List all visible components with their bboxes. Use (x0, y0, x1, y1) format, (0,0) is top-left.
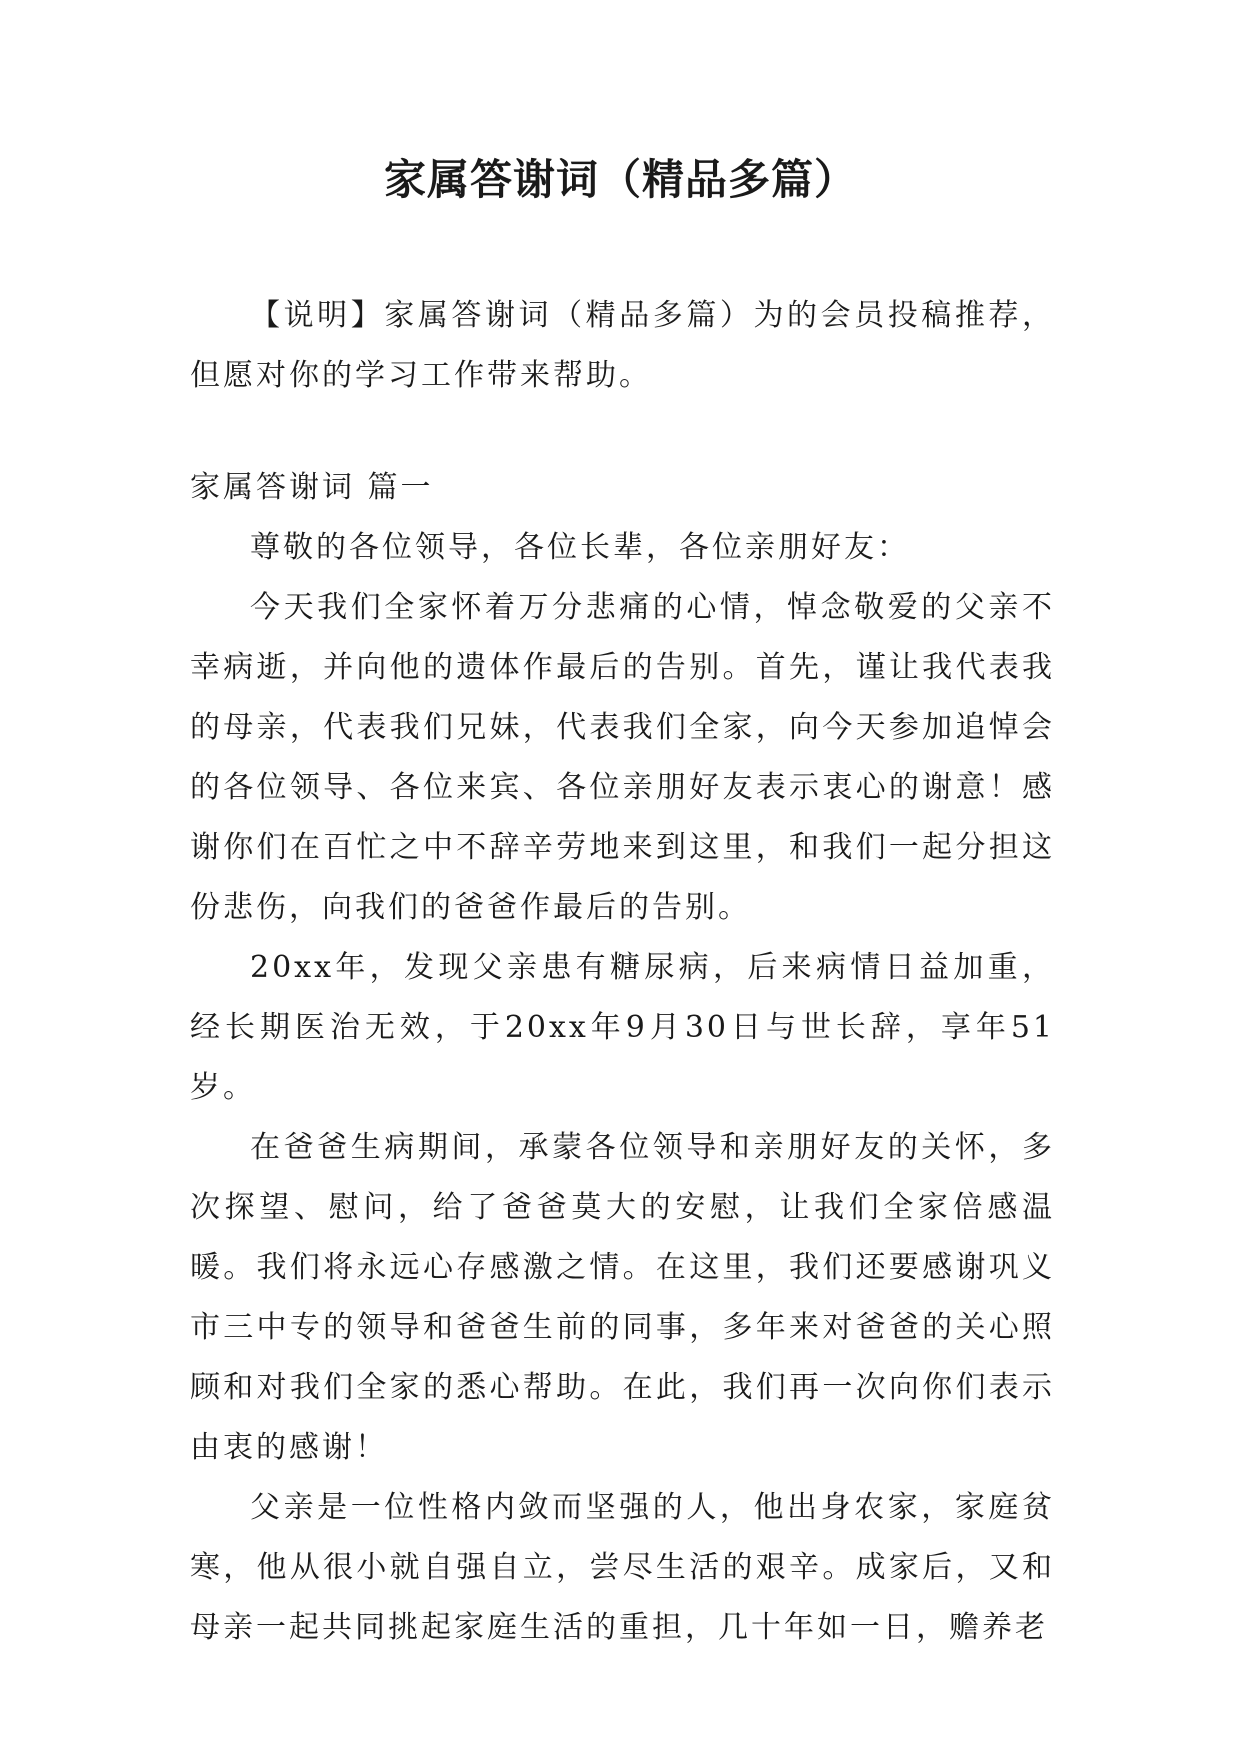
paragraph-4: 父亲是一位性格内敛而坚强的人，他出身农家，家庭贫寒，他从很小就自强自立，尝尽生活的艰辛。成家后，又和母亲一起共同挑起家庭生活的重担，几十年如一日，赡养老 (190, 1490, 1055, 1645)
paragraph-1: 今天我们全家怀着万分悲痛的心情，悼念敬爱的父亲不幸病逝，并向他的遗体作最后的告别。首先，谨让我代表我的母亲，代表我们兄妹，代表我们全家，向今天参加追悼会的各位领导、各位来宾、各位亲朋好友表示衷心的谢意！感谢你们在百忙之中不辞辛劳地来到这里，和我们一起分担这份悲伤，向我们的爸爸作最后的告别。 (190, 590, 1055, 925)
paragraph-2: 20xx年，发现父亲患有糖尿病，后来病情日益加重，经长期医治无效，于20xx年9月30日与世长辞，享年51岁。 (190, 950, 1055, 1105)
note-paragraph (190, 286, 1055, 406)
document-title: 家属答谢词（精品多篇） (383, 155, 857, 204)
note-text: 【说明】家属答谢词（精品多篇）为的会员投稿推荐，但愿对你的学习工作带来帮助。 (190, 298, 1055, 393)
document-body (190, 458, 1055, 1658)
paragraph-salutation: 尊敬的各位领导，各位长辈，各位亲朋好友： (250, 530, 910, 565)
paragraph-3: 在爸爸生病期间，承蒙各位领导和亲朋好友的关怀，多次探望、慰问，给了爸爸莫大的安慰，让我们全家倍感温暖。我们将永远心存感激之情。在这里，我们还要感谢巩义市三中专的领导和爸爸生前的同事，多年来对爸爸的关心照顾和对我们全家的悉心帮助。在此，我们再一次向你们表示由衷的感谢！ (190, 1130, 1055, 1465)
section-heading: 家属答谢词 篇一 (190, 470, 434, 505)
